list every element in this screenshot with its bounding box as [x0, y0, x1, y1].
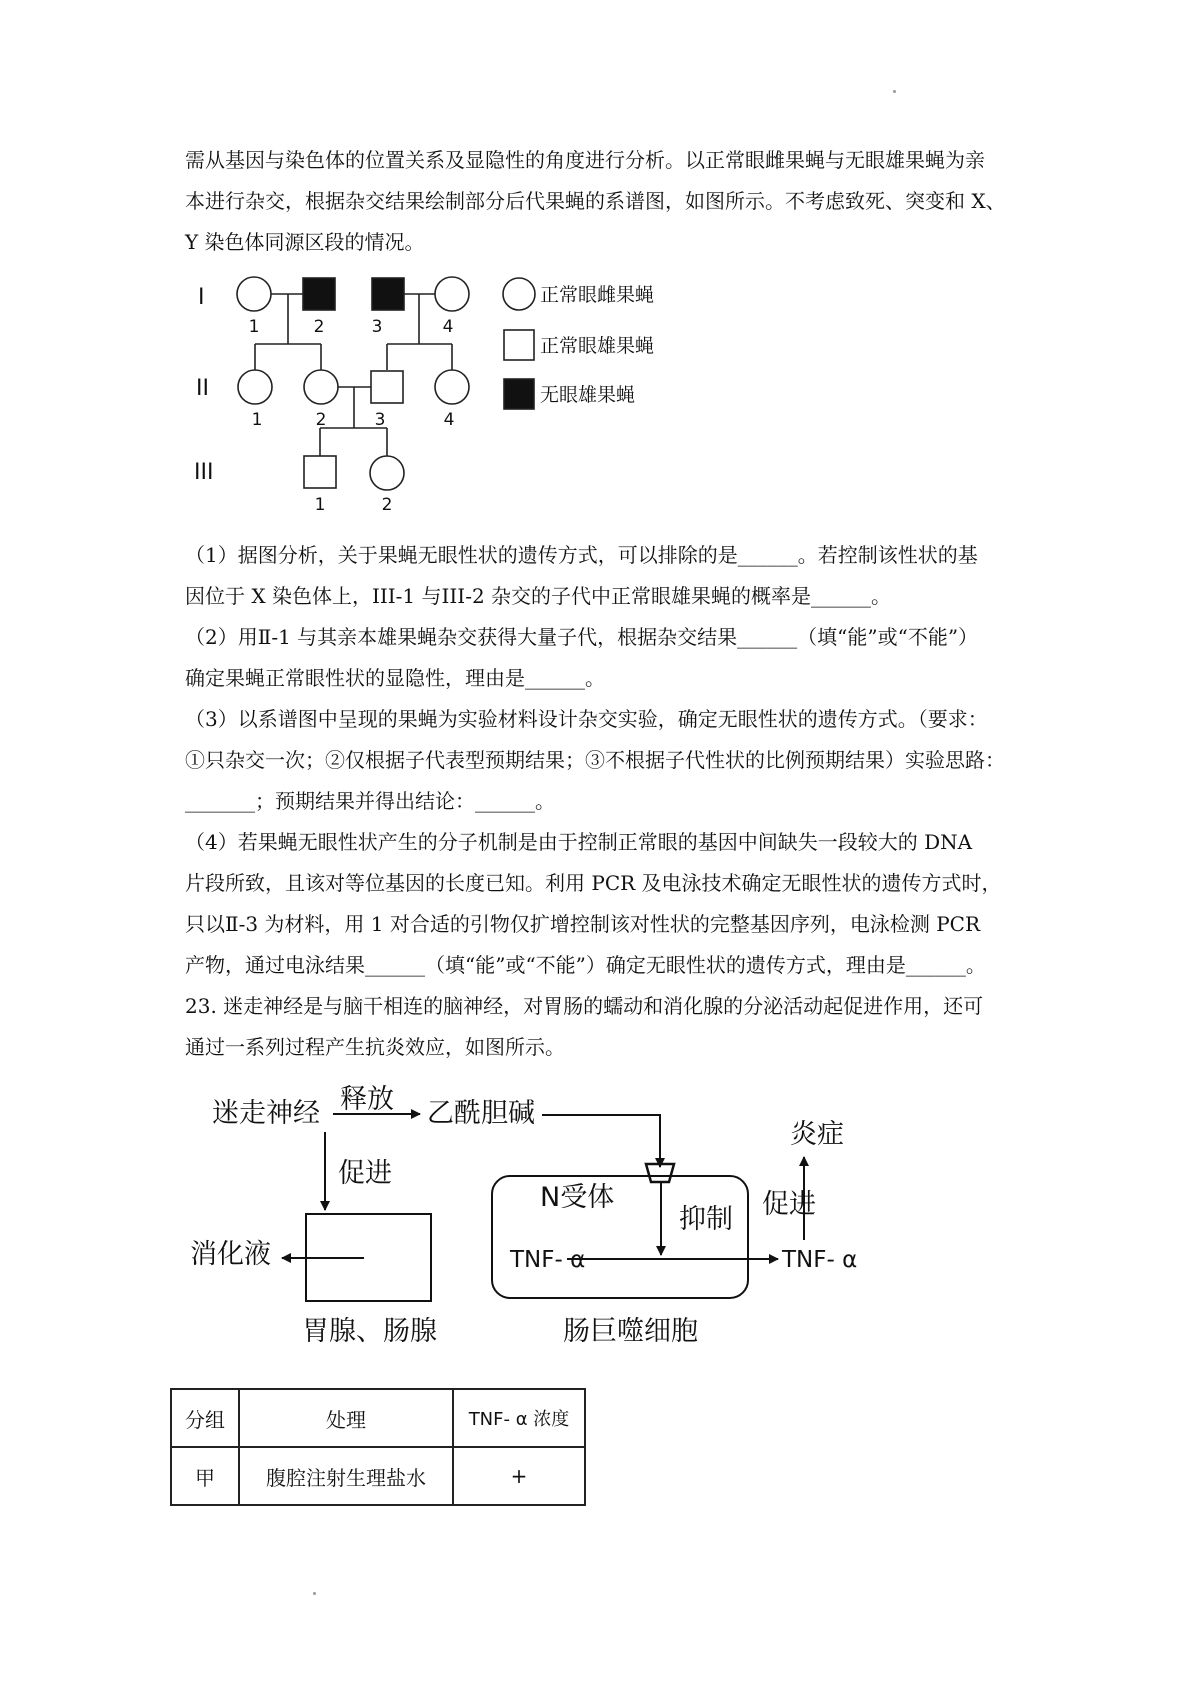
gen2-num-4: 4 — [443, 410, 455, 430]
intro-line-3: Y 染色体同源区段的情况。 — [185, 230, 425, 254]
cell-treatment: 腹腔注射生理盐水 — [239, 1447, 453, 1505]
q3-line-2: ①只杂交一次；②仅根据子代表型预期结果；③不根据子代性状的比例预期结果）实验思路： — [185, 748, 1005, 772]
gen1-num-3: 3 — [371, 317, 383, 337]
cell-tnf: + — [453, 1447, 585, 1505]
gen-label-1: I — [198, 285, 205, 310]
legend-male-label: 正常眼雄果蝇 — [540, 335, 655, 357]
header-treatment: 处理 — [239, 1389, 453, 1447]
macrophage-box — [492, 1176, 748, 1298]
label-promote-2: 促进 — [762, 1189, 816, 1220]
gen2-male-3 — [371, 371, 403, 403]
q4-line-1: （4）若果蝇无眼性状产生的分子机制是由于控制正常眼的基因中间缺失一段较大的 DNA — [185, 830, 973, 854]
intro-line-2: 本进行杂交，根据杂交结果绘制部分后代果蝇的系谱图，如图所示。不考虑致死、突变和 X、 — [185, 189, 1006, 213]
label-tnf-outside: TNF- α — [782, 1247, 858, 1273]
gen2-female-4 — [435, 370, 469, 404]
cell-group: 甲 — [171, 1447, 239, 1505]
gen2-num-2: 2 — [315, 410, 327, 430]
gen2-female-1 — [238, 370, 272, 404]
label-n-receptor: N受体 — [540, 1182, 615, 1213]
gen1-num-2: 2 — [313, 317, 325, 337]
gen2-female-2 — [304, 370, 338, 404]
legend-eyeless-icon — [504, 379, 534, 409]
q2-line-2: 确定果蝇正常眼性状的显隐性，理由是______。 — [185, 666, 605, 690]
table-header-row — [171, 1389, 585, 1447]
gen1-num-1: 1 — [248, 317, 260, 337]
q4-line-2: 片段所致，且该对等位基因的长度已知。利用 PCR 及电泳技术确定无眼性状的遗传方式时， — [185, 871, 1002, 895]
header-tnf: TNF- α 浓度 — [453, 1389, 585, 1447]
gen1-female-4 — [435, 277, 469, 311]
gen1-male-2-eyeless — [303, 278, 335, 310]
vagus-diagram — [170, 1075, 870, 1345]
label-vagus: 迷走神经 — [212, 1098, 320, 1129]
header-group: 分组 — [171, 1389, 239, 1447]
q1-line-1: （1）据图分析，关于果蝇无眼性状的遗传方式，可以排除的是______。若控制该性状的基 — [185, 543, 978, 567]
q4-line-4: 产物，通过电泳结果______（填“能”或“不能”）确定无眼性状的遗传方式，理由是______。 — [185, 953, 986, 977]
page-mark-bottom — [313, 1592, 316, 1595]
intro-line-1: 需从基因与染色体的位置关系及显隐性的角度进行分析。以正常眼雌果蝇与无眼雄果蝇为亲 — [185, 148, 985, 172]
experiment-table — [170, 1388, 586, 1506]
table-row — [171, 1447, 585, 1505]
label-tnf-inside: TNF- α — [510, 1247, 586, 1273]
legend-female-icon — [503, 278, 535, 310]
label-ach: 乙酰胆碱 — [427, 1098, 535, 1129]
label-digestive-juice: 消化液 — [190, 1239, 271, 1270]
gen-label-3: III — [194, 460, 214, 485]
q2-line-1: （2）用Ⅱ-1 与其亲本雄果蝇杂交获得大量子代，根据杂交结果______（填“能”或“不能”） — [185, 625, 979, 649]
gen3-num-1: 1 — [314, 495, 326, 515]
gen1-female-1 — [237, 277, 271, 311]
legend-male-icon — [504, 330, 534, 360]
label-inflammation: 炎症 — [790, 1119, 844, 1150]
q3-line-3: _______；预期结果并得出结论：______。 — [185, 789, 555, 813]
q23-line-2: 通过一系列过程产生抗炎效应，如图所示。 — [185, 1035, 565, 1059]
label-release: 释放 — [340, 1084, 394, 1115]
legend-female-label: 正常眼雌果蝇 — [540, 284, 655, 306]
label-promote-1: 促进 — [338, 1158, 392, 1189]
q1-line-2: 因位于 X 染色体上，III-1 与III-2 杂交的子代中正常眼雄果蝇的概率是______。 — [185, 584, 892, 608]
label-glands: 胃腺、肠腺 — [302, 1316, 437, 1345]
q3-line-1: （3）以系谱图中呈现的果蝇为实验材料设计杂交实验，确定无眼性状的遗传方式。（要求： — [185, 707, 988, 731]
gen3-female-2 — [370, 456, 404, 490]
gen1-male-3-eyeless — [372, 278, 404, 310]
gen3-num-2: 2 — [381, 495, 393, 515]
label-macrophage: 肠巨噬细胞 — [563, 1316, 698, 1345]
gen1-num-4: 4 — [442, 317, 454, 337]
label-inhibit: 抑制 — [679, 1204, 733, 1235]
gen-label-2: II — [196, 376, 209, 401]
gen2-num-3: 3 — [374, 410, 386, 430]
page-mark — [893, 90, 896, 93]
gen3-male-1 — [304, 456, 336, 488]
legend-eyeless-label: 无眼雄果蝇 — [540, 384, 636, 406]
pedigree-chart — [190, 268, 670, 518]
q23-line-1: 23. 迷走神经是与脑干相连的脑神经，对胃肠的蠕动和消化腺的分泌活动起促进作用，还可 — [185, 994, 984, 1018]
gen2-num-1: 1 — [251, 410, 263, 430]
q4-line-3: 只以Ⅱ-3 为材料，用 1 对合适的引物仅扩增控制该对性状的完整基因序列，电泳检测 PCR — [185, 912, 981, 936]
